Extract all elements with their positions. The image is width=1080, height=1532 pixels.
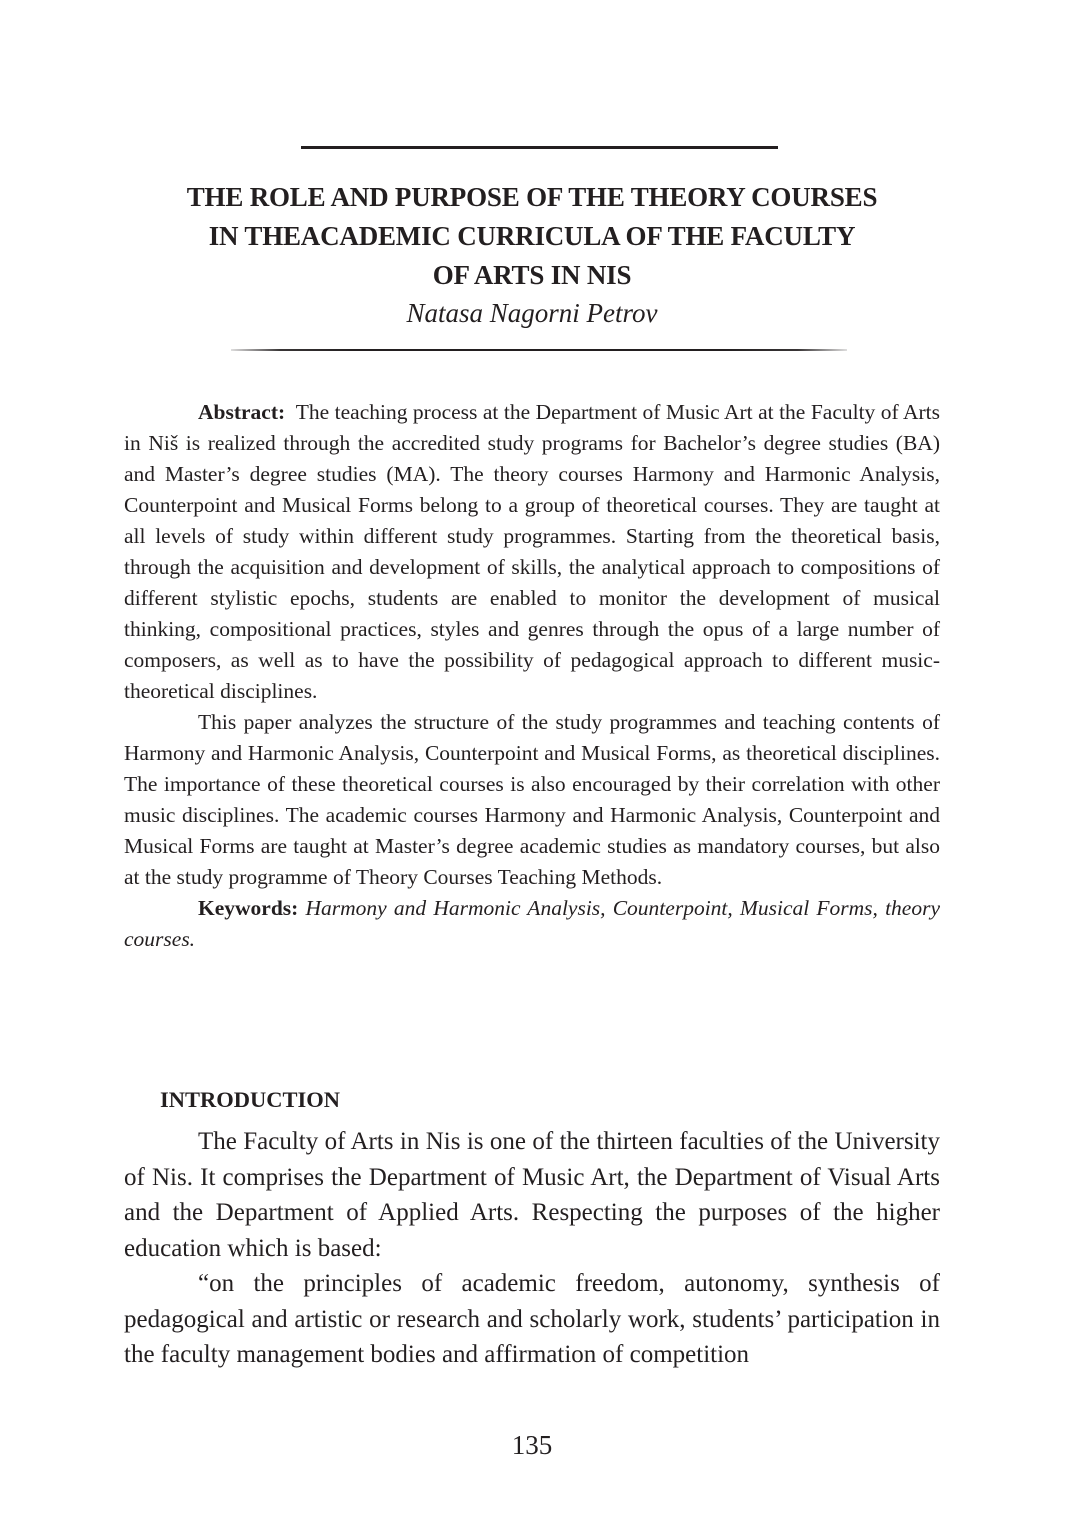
abstract-text-2: This paper analyzes the structure of the study programmes and teaching contents of Harmony and Harmonic Analysis, Counterpoint and Musical Forms, as theoretical disciplines. The importance of these theoretical courses is also encouraged by their correlation with other music disciplines. The academic courses Harmony and Harmonic Analysis, Counterpoint and Musical Forms are taught at Master’s degree academic studies as mandatory courses, but also at the study programme of Theory Courses Teaching Methods.	[124, 710, 940, 889]
introduction-heading: INTRODUCTION	[160, 1087, 341, 1112]
keywords-label: Keywords:	[198, 896, 299, 920]
author-name: Natasa Nagorni Petrov	[406, 298, 658, 328]
keywords-text: Harmony and Harmonic Analysis, Counterpoint, Musical Forms, theory courses.	[124, 896, 941, 951]
abstract-paragraph-2	[124, 707, 940, 893]
introduction-paragraph-1: The Faculty of Arts in Nis is one of the thirteen faculties of the University of Nis. It comprises the Department of Music Art, the Department of Visual Arts and the Department of Applied Arts. Respecting the purposes of the higher education which is based:	[124, 1128, 940, 1262]
abstract-section	[124, 397, 940, 955]
abstract-label: Abstract:	[198, 400, 286, 424]
introduction-body	[124, 1124, 940, 1373]
introduction-paragraph-2: “on the principles of academic freedom, autonomy, synthesis of pedagogical and artistic or research and scholarly work, students’ participation in the faculty management bodies and affirmation of competition	[124, 1270, 940, 1368]
page-number: 135	[511, 1430, 553, 1460]
paper-title	[120, 178, 944, 295]
title-top-rule	[301, 146, 778, 149]
title-bottom-rule	[231, 349, 847, 351]
keywords-paragraph	[124, 893, 940, 955]
abstract-text-1: The teaching process at the Department of Music Art at the Faculty of Arts in Niš is realized through the accredited study programs for Bachelor’s degree studies (BA) and Master’s degree studies (MA). The theory courses Harmony and Harmonic Analysis, Counterpoint and Musical Forms belong to a group of theoretical courses. They are taught at all levels of study within different study programmes. Starting from the theoretical basis, through the acquisition and development of skills, the analytical approach to compositions of different stylistic epochs, students are enabled to monitor the development of musical thinking, compositional practices, styles and genres through the opus of a large number of composers, as well as to have the possibility of pedagogical approach to different music-theoretical disciplines.	[124, 400, 940, 703]
title-line-2: IN THEACADEMIC CURRICULA OF THE FACULTY	[208, 221, 856, 251]
abstract-paragraph-1	[124, 397, 940, 707]
title-line-3: OF ARTS IN NIS	[432, 260, 632, 290]
title-line-1: THE ROLE AND PURPOSE OF THE THEORY COURSES	[186, 182, 878, 212]
